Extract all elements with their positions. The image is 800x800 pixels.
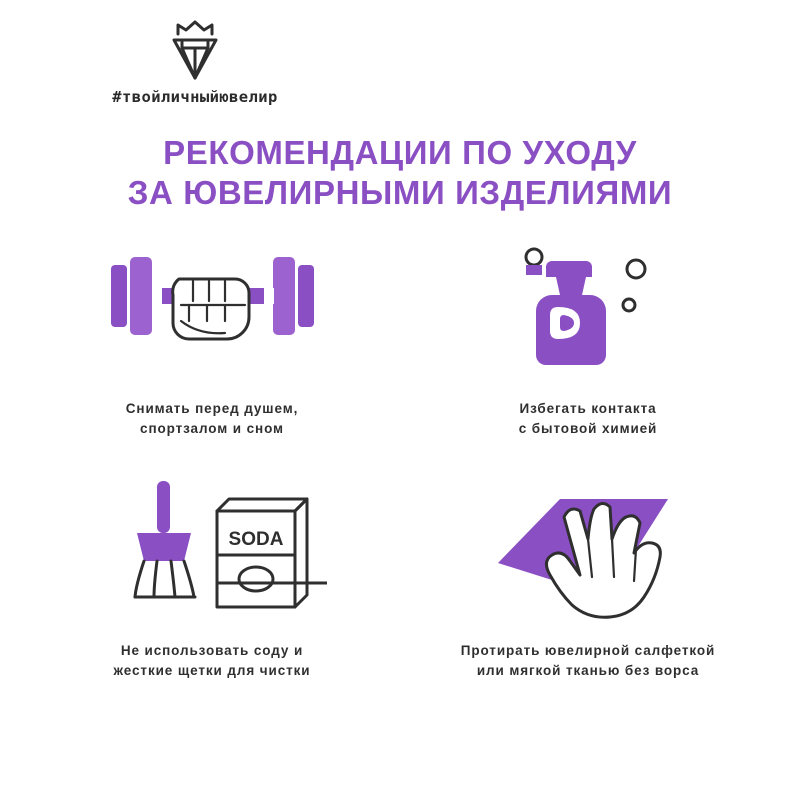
page-title: [40, 133, 760, 214]
tip-caption-line-1: Не использовать соду и: [120, 643, 304, 658]
tip-caption: [126, 399, 298, 440]
page-title-line-2: ЗА ЮВЕЛИРНЫМИ ИЗДЕЛИЯМИ: [127, 174, 673, 212]
tip-caption-line-2: или мягкой тканью без ворса: [476, 663, 700, 679]
dumbbell-in-fist-icon: [97, 235, 327, 385]
tip-caption-line-2: с бытовой химией: [518, 421, 658, 437]
hand-with-polishing-cloth-icon: [468, 477, 708, 627]
tip-caption: [461, 641, 715, 682]
tip-caption-line-2: спортзалом и сном: [140, 421, 284, 437]
crown-diamond-logo-icon: [152, 18, 238, 82]
tip-card-avoid-chemicals: [406, 235, 770, 465]
tip-caption-line-1: Избегать контакта: [519, 401, 657, 416]
tip-caption-line-2: жесткие щетки для чистки: [113, 663, 311, 679]
tip-card-remove-before-shower: [30, 235, 394, 465]
tip-caption: [519, 399, 658, 440]
tip-caption: [114, 641, 311, 682]
tip-caption-line-1: Снимать перед душем,: [125, 401, 299, 416]
tip-card-polish-with-cloth: [406, 477, 770, 707]
tip-caption-line-1: Протирать ювелирной салфеткой: [460, 643, 716, 658]
brand-handle: #твойличныйювелир: [112, 88, 278, 106]
tip-card-no-soda-or-brush: [30, 477, 394, 707]
tips-grid: [30, 235, 770, 707]
brand-block: [0, 18, 390, 106]
page-title-line-1: РЕКОМЕНДАЦИИ ПО УХОДУ: [163, 134, 637, 171]
spray-bottle-icon: [498, 235, 678, 385]
brush-and-soda-box-icon: [97, 477, 327, 627]
soda-box-label: SODA: [228, 529, 284, 550]
